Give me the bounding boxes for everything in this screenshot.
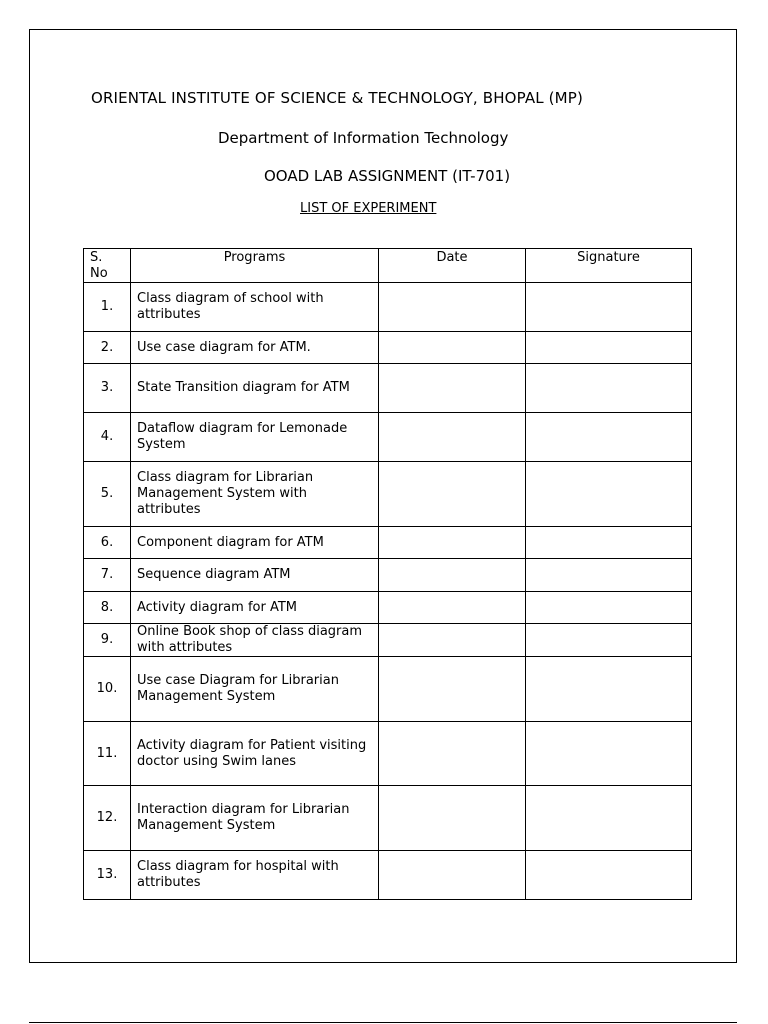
row-number: 8. <box>84 592 131 624</box>
program-name: Online Book shop of class diagram with attributes <box>131 624 379 657</box>
row-number: 4. <box>84 413 131 462</box>
sno-header-line2: No <box>90 266 108 281</box>
row-number: 2. <box>84 332 131 364</box>
signature-cell <box>526 786 692 851</box>
department-name: Department of Information Technology <box>218 129 509 147</box>
column-header-signature: Signature <box>526 249 692 283</box>
program-name: Activity diagram for ATM <box>131 592 379 624</box>
row-number: 9. <box>84 624 131 657</box>
column-header-date: Date <box>379 249 526 283</box>
date-cell <box>379 851 526 900</box>
date-cell <box>379 283 526 332</box>
date-cell <box>379 364 526 413</box>
table-row <box>84 559 692 592</box>
program-name: Interaction diagram for Librarian Management System <box>131 786 379 851</box>
table-row <box>84 462 692 527</box>
table-row <box>84 527 692 559</box>
signature-cell <box>526 527 692 559</box>
program-name: Class diagram for Librarian Management System with attributes <box>131 462 379 527</box>
table-row <box>84 592 692 624</box>
table-row <box>84 851 692 900</box>
row-number: 3. <box>84 364 131 413</box>
program-name: Component diagram for ATM <box>131 527 379 559</box>
program-name: Class diagram for hospital with attributes <box>131 851 379 900</box>
column-header-programs: Programs <box>131 249 379 283</box>
row-number: 5. <box>84 462 131 527</box>
footer-rule <box>29 1022 737 1023</box>
table-row <box>84 332 692 364</box>
signature-cell <box>526 283 692 332</box>
signature-cell <box>526 364 692 413</box>
institute-name: ORIENTAL INSTITUTE OF SCIENCE & TECHNOLOGY, BHOPAL (MP) <box>91 89 583 107</box>
date-cell <box>379 559 526 592</box>
table-row <box>84 624 692 657</box>
date-cell <box>379 462 526 527</box>
signature-cell <box>526 624 692 657</box>
table-row <box>84 722 692 786</box>
sno-header-line1: S. <box>90 250 103 265</box>
table-row <box>84 657 692 722</box>
signature-cell <box>526 657 692 722</box>
program-name: Dataflow diagram for Lemonade System <box>131 413 379 462</box>
signature-cell <box>526 592 692 624</box>
table-row <box>84 413 692 462</box>
signature-cell <box>526 851 692 900</box>
row-number: 1. <box>84 283 131 332</box>
program-name: Use case diagram for ATM. <box>131 332 379 364</box>
row-number: 12. <box>84 786 131 851</box>
program-name: Sequence diagram ATM <box>131 559 379 592</box>
table-header-row <box>84 249 692 283</box>
row-number: 13. <box>84 851 131 900</box>
program-name: Use case Diagram for Librarian Management System <box>131 657 379 722</box>
program-name: State Transition diagram for ATM <box>131 364 379 413</box>
date-cell <box>379 624 526 657</box>
table-row <box>84 364 692 413</box>
program-name: Activity diagram for Patient visiting doctor using Swim lanes <box>131 722 379 786</box>
row-number: 10. <box>84 657 131 722</box>
date-cell <box>379 332 526 364</box>
row-number: 6. <box>84 527 131 559</box>
date-cell <box>379 413 526 462</box>
table-row <box>84 786 692 851</box>
date-cell <box>379 592 526 624</box>
date-cell <box>379 786 526 851</box>
experiment-table <box>83 248 692 900</box>
date-cell <box>379 722 526 786</box>
row-number: 11. <box>84 722 131 786</box>
assignment-title: OOAD LAB ASSIGNMENT (IT-701) <box>264 167 511 185</box>
signature-cell <box>526 722 692 786</box>
signature-cell <box>526 332 692 364</box>
date-cell <box>379 657 526 722</box>
signature-cell <box>526 559 692 592</box>
row-number: 7. <box>84 559 131 592</box>
signature-cell <box>526 413 692 462</box>
column-header-sno <box>84 249 131 283</box>
date-cell <box>379 527 526 559</box>
signature-cell <box>526 462 692 527</box>
table-row <box>84 283 692 332</box>
list-heading: LIST OF EXPERIMENT <box>300 201 437 216</box>
program-name: Class diagram of school with attributes <box>131 283 379 332</box>
